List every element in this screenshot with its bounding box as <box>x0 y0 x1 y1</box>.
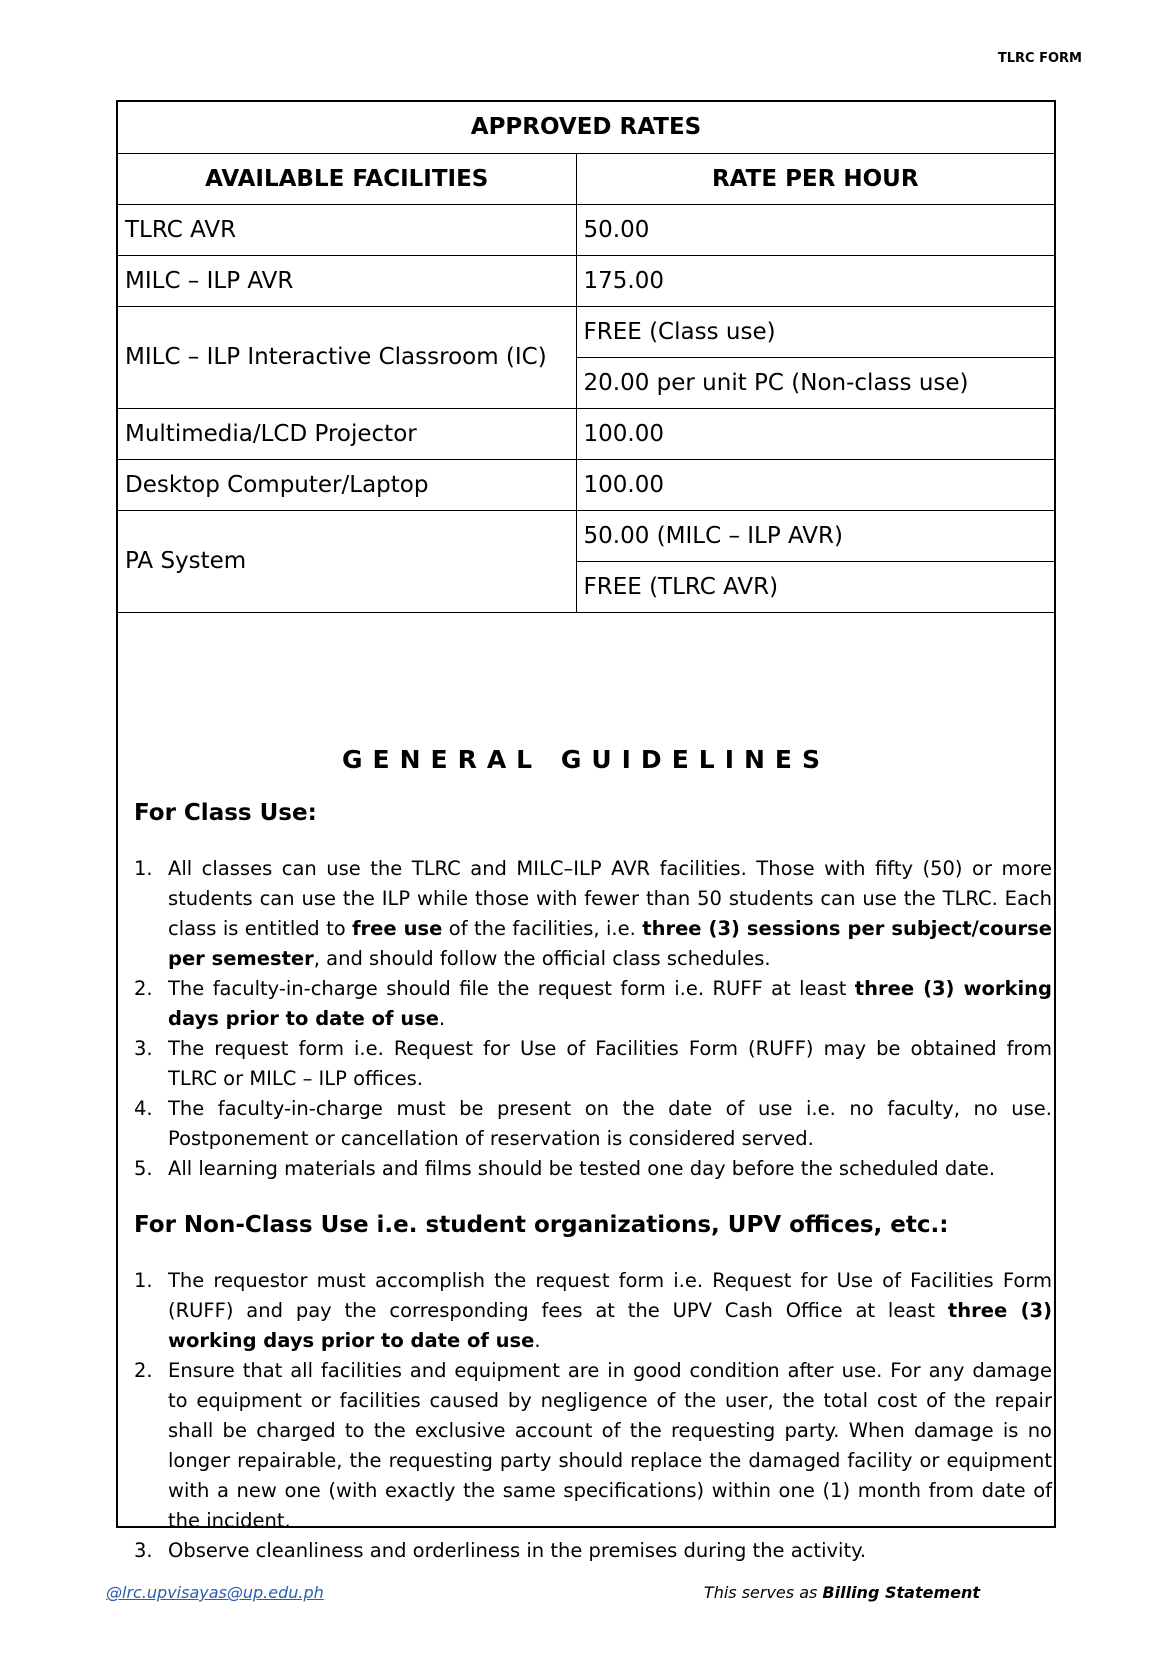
rate-cell: 20.00 per unit PC (Non-class use) <box>576 357 1054 408</box>
rate-cell: 100.00 <box>576 408 1054 459</box>
table-row <box>118 510 1054 561</box>
facility-cell: Multimedia/LCD Projector <box>118 408 576 459</box>
facility-cell: MILC – ILP AVR <box>118 255 576 306</box>
facility-cell: MILC – ILP Interactive Classroom (IC) <box>118 306 576 408</box>
item-text: All learning materials and films should be tested one day before the scheduled date. <box>168 1157 996 1180</box>
table-row <box>118 459 1054 510</box>
rate-cell: 50.00 <box>576 204 1054 255</box>
column-header-rate: RATE PER HOUR <box>576 153 1054 204</box>
item-number: 1. <box>134 857 153 880</box>
list-item <box>134 1034 1054 1094</box>
table-row <box>118 408 1054 459</box>
guidelines-section <box>118 723 1054 1562</box>
item-text: The request form i.e. Request for Use of Facilities Form (RUFF) may be obtained from TLRC or MILC – ILP offices. <box>168 1037 1052 1090</box>
item-number: 3. <box>134 1539 153 1562</box>
non-class-use-list <box>118 1266 1054 1566</box>
list-item <box>134 974 1054 1034</box>
contact-email-link[interactable]: @lrc.upvisayas@up.edu.ph <box>106 1583 324 1602</box>
item-text: Ensure that all facilities and equipment are in good condition after use. For any damage to equipment or facilities caused by negligence of the user, the total cost of the repair shall be charged to the exclusive account of the requesting party. When damage is no longer repairable, the requesting party should replace the damaged facility or equipment with a new one (with exactly the same specifications) within one (1) month from date of the incident. <box>168 1359 1052 1532</box>
list-item <box>134 1154 1054 1184</box>
item-number: 4. <box>134 1097 153 1120</box>
table-row <box>118 255 1054 306</box>
rate-cell: 100.00 <box>576 459 1054 510</box>
table-row <box>118 306 1054 357</box>
item-text: Observe cleanliness and orderliness in the premises during the activity. <box>168 1539 867 1562</box>
column-header-facilities: AVAILABLE FACILITIES <box>118 153 576 204</box>
item-number: 1. <box>134 1269 153 1292</box>
list-item <box>134 1266 1054 1356</box>
item-text: All classes can use the TLRC and MILC–ILP AVR facilities. Those with fifty (50) or more students can use the ILP while those with fewer than 50 students can use the TLRC. Each class is entitled to free use of the facilities, i.e. three (3) sessions per subject/course per semester, and should follow the official class schedules. <box>168 857 1052 970</box>
list-item <box>134 1356 1054 1536</box>
rate-cell: 175.00 <box>576 255 1054 306</box>
facility-cell: Desktop Computer/Laptop <box>118 459 576 510</box>
rate-cell: FREE (Class use) <box>576 306 1054 357</box>
item-text: The faculty-in-charge should file the request form i.e. RUFF at least three (3) working days prior to date of use. <box>168 977 1053 1030</box>
table-row <box>118 204 1054 255</box>
table-title: APPROVED RATES <box>118 102 1054 153</box>
billing-statement-note: This serves as Billing Statement <box>703 1583 980 1602</box>
list-item <box>134 854 1054 974</box>
form-tag: TLRC FORM <box>997 51 1082 66</box>
item-number: 5. <box>134 1157 153 1180</box>
class-use-list <box>118 854 1054 1184</box>
list-item <box>134 1536 1054 1566</box>
rate-cell: FREE (TLRC AVR) <box>576 561 1054 612</box>
non-class-use-heading: For Non-Class Use i.e. student organizations, UPV offices, etc.: <box>134 1212 949 1238</box>
facility-cell: TLRC AVR <box>118 204 576 255</box>
item-number: 2. <box>134 1359 153 1382</box>
rate-cell: 50.00 (MILC – ILP AVR) <box>576 510 1054 561</box>
item-number: 2. <box>134 977 153 1000</box>
list-item <box>134 1094 1054 1154</box>
item-number: 3. <box>134 1037 153 1060</box>
guidelines-title: GENERAL GUIDELINES <box>341 745 831 774</box>
facility-cell: PA System <box>118 510 576 612</box>
class-use-heading: For Class Use: <box>134 800 317 826</box>
item-text: The faculty-in-charge must be present on the date of use i.e. no faculty, no use. Postponement or cancellation of reservation is considered served. <box>168 1097 1052 1150</box>
approved-rates-table <box>118 102 1054 613</box>
item-text: The requestor must accomplish the request form i.e. Request for Use of Facilities Form (RUFF) and pay the corresponding fees at the UPV Cash Office at least three (3) working days prior to date of use. <box>168 1269 1052 1352</box>
form-frame <box>116 100 1056 1562</box>
